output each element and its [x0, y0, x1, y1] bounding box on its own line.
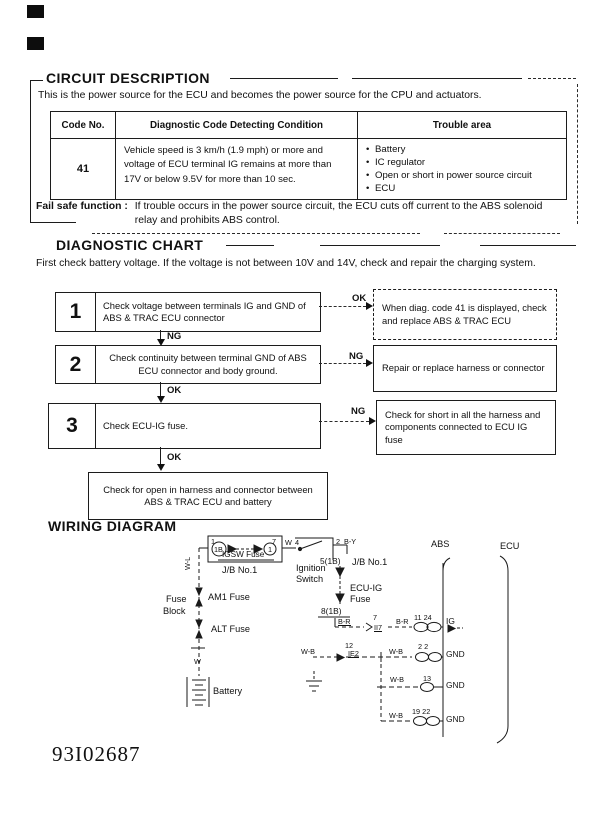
ecu-brace: [497, 556, 508, 743]
table-header-condition: Diagnostic Code Detecting Condition: [115, 112, 357, 139]
ecu-terminal-label: IG: [446, 616, 455, 626]
wire-color-label: B-R: [396, 617, 409, 626]
junction-block-label: J/B No.1: [352, 557, 388, 567]
diagnostic-code-table: [50, 111, 567, 200]
title-rule: [230, 78, 338, 79]
section-frame-line: [30, 80, 43, 81]
ecu-ig-fuse-label: Fuse: [350, 594, 371, 604]
ignition-switch-label: Ignition: [296, 563, 326, 573]
trouble-area-item: • Battery: [366, 143, 558, 156]
section-frame-line: [30, 80, 31, 223]
diagnostic-chart-intro: First check battery voltage. If the voltage is not between 10V and 14V, check and repair the charging system.: [36, 258, 536, 269]
wire-color-label: B-R: [338, 617, 351, 626]
fail-safe-label: Fail safe function :: [36, 201, 128, 212]
branch-label-ng: NG: [167, 331, 182, 342]
terminal-label: 8(1B): [321, 606, 342, 616]
gnd-wire-row-2: [377, 683, 443, 692]
flow-step-3: [48, 403, 321, 449]
connector-pin-number: 7: [373, 613, 378, 622]
ecu-ig-fuse-label: ECU-IG: [350, 583, 383, 593]
title-rule: [528, 78, 576, 79]
branch-connector-line: [319, 421, 369, 422]
wire-color-label: W-B: [389, 711, 404, 720]
ground-icon: [306, 671, 322, 691]
table-cell-condition: Vehicle speed is 3 km/h (1.9 mph) or more and voltage of ECU terminal IG remains at more than 17V or below 9.5V for more than 10 sec.: [115, 139, 357, 199]
step-text: Check continuity between terminal GND of ABS ECU connector and body ground.: [109, 352, 307, 376]
table-cell-code: 41: [76, 163, 90, 176]
flow-result-1: When diag. code 41 is displayed, check and replace ABS & TRAC ECU: [373, 289, 557, 340]
catalog-number: 93I02687: [52, 742, 141, 766]
flow-step-1: [55, 292, 321, 332]
title-rule: [352, 78, 522, 79]
terminal-number: 1: [211, 537, 216, 546]
branch-label-ok: OK: [167, 452, 182, 463]
title-rule: [226, 245, 274, 246]
wire-color-label: W: [194, 657, 201, 666]
ecu-pin-numbers: 11 24: [414, 613, 432, 622]
alt-fuse-label: ALT Fuse: [211, 624, 250, 634]
flow-step-2: [55, 345, 321, 384]
terminal-number: 4: [295, 538, 300, 547]
fuse-block-label: Fuse: [166, 594, 187, 604]
connector-code: II7: [374, 623, 383, 632]
diagnostic-chart-title: DIAGNOSTIC CHART: [56, 237, 204, 253]
registration-mark: [27, 37, 44, 50]
ecu-pin-numbers: 19 22: [412, 707, 431, 716]
branch-connector-line: [319, 306, 366, 307]
terminal-label: 5(1B): [320, 556, 341, 566]
arrow-down-icon: [157, 464, 165, 471]
connector-code: IE2: [348, 649, 359, 658]
junction-block-label: J/B No.1: [222, 565, 258, 575]
registration-mark: [27, 5, 44, 18]
step-text: Check ECU-IG fuse.: [103, 419, 188, 431]
flow-result-3: Check for short in all the harness and components connected to ECU IG fuse: [376, 400, 556, 455]
wire-color-label: W-B: [301, 647, 316, 656]
ecu-boundary-line: [443, 558, 450, 737]
step-text: Check voltage between terminals IG and GND of ABS & TRAC ECU connector: [103, 299, 306, 323]
wire-color-label: B-Y: [344, 537, 357, 546]
trouble-area-item: • Open or short in power source circuit: [366, 169, 558, 182]
ecu-terminal-label: GND: [446, 649, 465, 659]
trouble-area-item: • IC regulator: [366, 156, 558, 169]
am1-fuse-label: AM1 Fuse: [208, 592, 250, 602]
fail-safe-note: [36, 200, 570, 227]
wire-color-label: W: [285, 538, 292, 547]
ecu-pin-numbers: 13: [423, 674, 432, 683]
step-number: 2: [56, 346, 96, 383]
pin-number: 1: [268, 545, 273, 554]
trouble-area-item: • ECU: [366, 182, 558, 195]
pin-number: 1B: [214, 545, 223, 554]
wire-color-label: W-B: [389, 647, 404, 656]
section-divider: [92, 233, 420, 234]
section-frame-line: [577, 84, 578, 224]
branch-connector-line: [319, 363, 366, 364]
step-number: 3: [49, 404, 96, 448]
step-number: 1: [56, 293, 96, 331]
abs-label: ABS: [431, 539, 450, 549]
branch-label-ng: NG: [349, 351, 364, 362]
branch-label-ng: NG: [351, 406, 366, 417]
ignition-switch-label: Switch: [296, 574, 324, 584]
ecu-terminal-label: GND: [446, 680, 465, 690]
igsw-fuse-label: IGSW Fuse: [222, 550, 265, 559]
flow-final-box: Check for open in harness and connector between ABS & TRAC ECU and battery: [88, 472, 328, 520]
title-rule: [480, 245, 576, 246]
terminal-number: 2: [336, 537, 341, 546]
branch-label-ok: OK: [167, 385, 182, 396]
ecu-terminal-label: GND: [446, 714, 465, 724]
branch-label-ok: OK: [352, 293, 367, 304]
arrow-right-icon: [366, 359, 373, 367]
terminal-number: 7: [272, 537, 277, 546]
circuit-description-intro: This is the power source for the ECU and becomes the power source for the CPU and actuators.: [38, 90, 482, 101]
flow-result-2: Repair or replace harness or connector: [373, 345, 557, 392]
battery-label: Battery: [213, 686, 243, 696]
ecu-label: ECU: [500, 541, 520, 551]
arrow-right-icon: [366, 302, 373, 310]
table-header-trouble-area: Trouble area: [357, 112, 566, 139]
battery-icon: [187, 677, 209, 707]
fuse-block-label: Block: [163, 606, 186, 616]
section-divider: [444, 233, 560, 234]
wire-color-label: W-L: [183, 556, 192, 570]
arrow-right-icon: [369, 417, 376, 425]
title-rule: [320, 245, 440, 246]
wire-color-label: W-B: [390, 675, 405, 684]
connector-pin-number: 12: [345, 641, 354, 650]
table-cell-trouble-areas: [357, 139, 566, 199]
table-header-code-no: Code No.: [51, 112, 115, 139]
ecu-pin-numbers: 2 2: [418, 642, 429, 651]
fail-safe-text: If trouble occurs in the power source circuit, the ECU cuts off current to the ABS solenoid relay and prohibits ABS control.: [134, 201, 543, 226]
wiring-diagram-title: WIRING DIAGRAM: [48, 518, 177, 534]
arrow-down-icon: [157, 396, 165, 403]
circuit-description-title: CIRCUIT DESCRIPTION: [46, 70, 210, 86]
